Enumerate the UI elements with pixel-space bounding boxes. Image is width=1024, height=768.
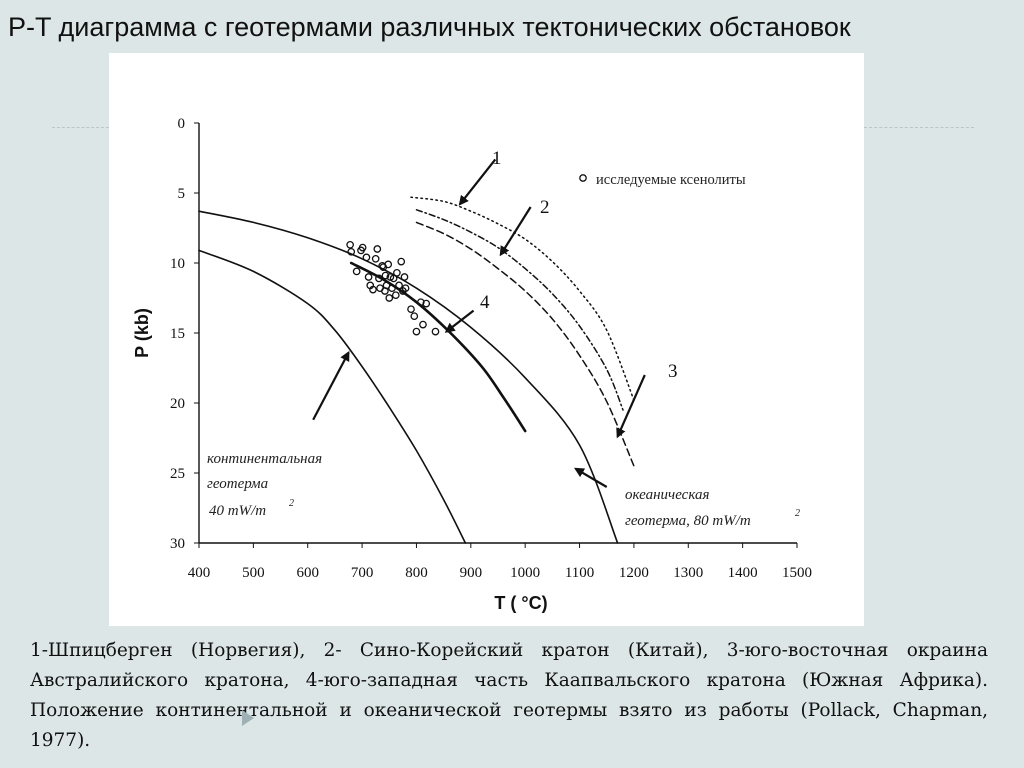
callout-label-4: 4	[480, 292, 490, 313]
arrow-continental	[313, 353, 348, 420]
xenolith-point	[408, 306, 414, 312]
continental-label-3: 40 mW/m	[209, 503, 267, 519]
legend-label: исследуемые ксенолиты	[596, 172, 746, 188]
x-tick-label: 500	[242, 565, 265, 581]
x-tick-label: 1200	[618, 565, 649, 581]
callout-label-1: 1	[492, 148, 502, 169]
xenolith-point	[374, 246, 380, 252]
continental-label-1: континентальная	[207, 451, 323, 467]
title-divider-left	[52, 127, 109, 128]
y-tick-label: 5	[177, 186, 185, 202]
xenolith-point	[411, 313, 417, 319]
title-divider-right	[864, 127, 974, 128]
x-tick-label: 600	[296, 565, 319, 581]
x-tick-label: 900	[459, 565, 483, 581]
next-slide-icon[interactable]	[242, 710, 254, 726]
x-tick-label: 800	[405, 565, 428, 581]
xenolith-point	[372, 256, 378, 262]
xenolith-point	[420, 321, 426, 327]
xenolith-point	[401, 274, 407, 280]
xenolith-point	[385, 261, 391, 267]
legend-marker	[580, 175, 586, 181]
continental-label-sup: 2	[289, 498, 294, 509]
callout-label-3: 3	[668, 361, 678, 382]
xenolith-point	[386, 295, 392, 301]
xenolith-point	[432, 328, 438, 334]
callout-label-2: 2	[540, 197, 550, 218]
xenolith-point	[363, 254, 369, 260]
xenolith-point	[347, 242, 353, 248]
x-tick-label: 400	[187, 565, 211, 581]
arrow-callout-1	[460, 159, 495, 204]
oceanic-label-sup: 2	[795, 508, 800, 519]
xenolith-point	[393, 292, 399, 298]
oceanic-label-2: геотерма, 80 mW/m	[625, 513, 751, 529]
x-tick-label: 1000	[510, 565, 541, 581]
x-tick-label: 1100	[564, 565, 595, 581]
xenolith-point	[394, 270, 400, 276]
pt-diagram	[109, 53, 864, 626]
x-tick-label: 1400	[727, 565, 758, 581]
y-tick-label: 15	[170, 326, 185, 342]
x-tick-label: 700	[350, 565, 374, 581]
geotherm-line-1	[411, 197, 634, 400]
xenolith-point	[365, 274, 371, 280]
x-tick-label: 1500	[782, 565, 812, 581]
y-axis-title: P (kb)	[132, 308, 152, 358]
y-tick-label: 30	[170, 536, 185, 552]
xenolith-point	[413, 328, 419, 334]
y-tick-label: 25	[170, 466, 185, 482]
slide-title: P-T диаграмма с геотермами различных тектонических обстановок	[8, 12, 851, 42]
chart-panel	[109, 53, 864, 626]
continental-label-2: геотерма	[207, 476, 269, 492]
x-axis-title: T ( °C)	[494, 593, 548, 613]
y-tick-label: 0	[177, 116, 185, 132]
geotherm-line-ref-1	[199, 211, 618, 543]
oceanic-label-1: океаническая	[625, 487, 710, 503]
y-tick-label: 10	[170, 256, 185, 272]
y-tick-label: 20	[170, 396, 185, 412]
figure-caption: 1-Шпицберген (Норвегия), 2- Сино-Корейский кратон (Китай), 3-юго-восточная окраина Австралийского кратона, 4-юго-западная часть Каапвальского кратона (Южная Африка). Положение континентальной и океанической геотермы взято из работы (Pollack, Chapman, 1977).	[30, 640, 988, 751]
xenolith-point	[353, 268, 359, 274]
x-tick-label: 1300	[673, 565, 704, 581]
arrow-callout-4	[446, 311, 473, 332]
arrow-callout-2	[501, 207, 531, 255]
xenolith-point	[398, 258, 404, 264]
